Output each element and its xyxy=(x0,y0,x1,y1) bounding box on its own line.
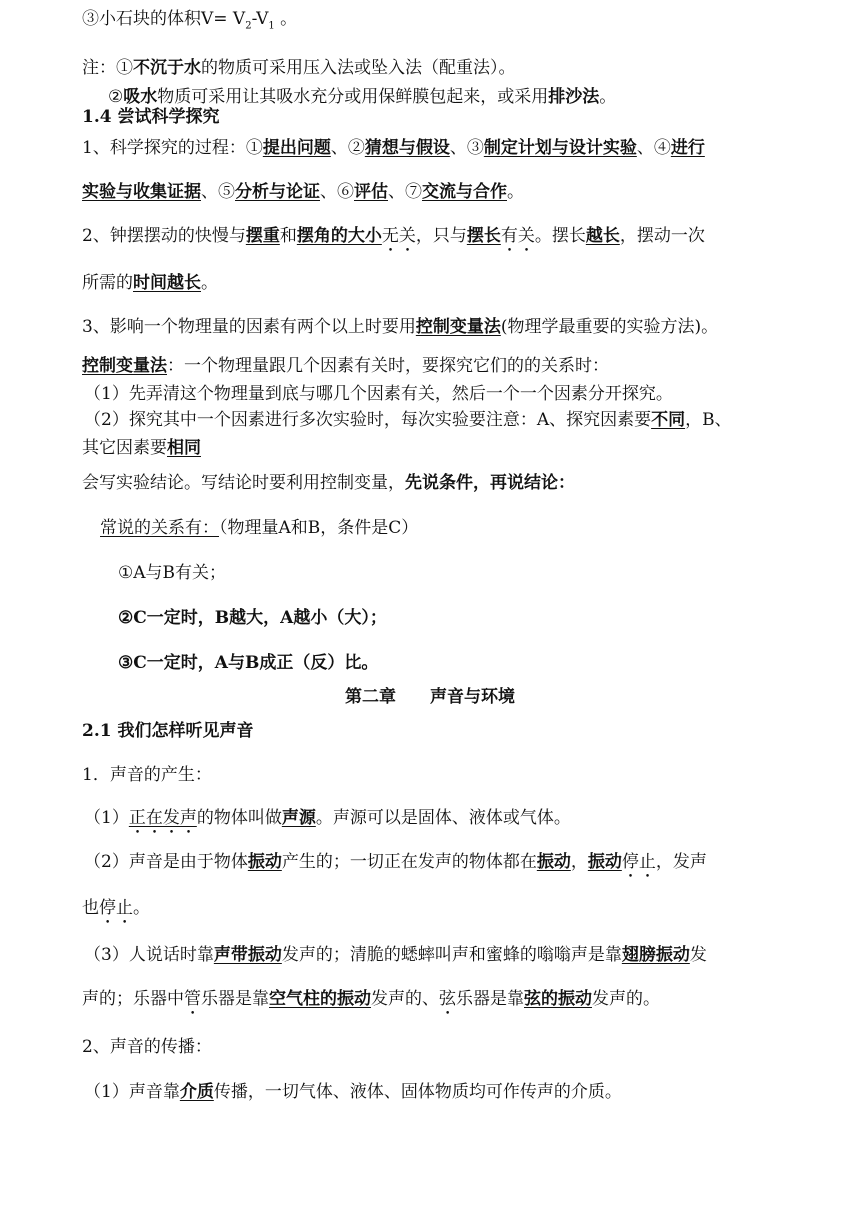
medium-line xyxy=(84,1081,800,1103)
emphasis-text: 停止 xyxy=(621,852,656,872)
subscript: 2 xyxy=(245,20,252,32)
inquiry-process-line-1 xyxy=(82,137,800,159)
text: 注：① xyxy=(82,58,133,78)
emphasis-text: 弦 xyxy=(439,989,456,1009)
section-heading-2-1: 2.1 我们怎样听见声音 xyxy=(82,721,254,741)
emphasis-text: 停止 xyxy=(99,898,133,918)
text: 。 xyxy=(599,87,617,107)
text: （2）探究其中一个因素进行多次实验时，每次实验要注意：A、探究因素要 xyxy=(84,410,652,430)
speech-line-1 xyxy=(84,944,800,966)
text: 。 xyxy=(133,898,150,918)
key-term: 介质 xyxy=(179,1082,214,1102)
propagation-heading: 2、声音的传播： xyxy=(82,1037,212,1057)
text: (物理学最重要的实验方法)。 xyxy=(500,317,719,337)
text: ③小石块的体积V= V xyxy=(82,9,246,29)
text: 。 xyxy=(201,273,218,293)
text: 。摆长 xyxy=(534,226,586,246)
bold-term: 吸水 xyxy=(123,87,158,107)
text: （1） xyxy=(84,808,129,828)
text: 发声的、 xyxy=(371,989,439,1009)
key-term: 相同 xyxy=(167,438,201,458)
text: 和 xyxy=(279,226,297,246)
text: 、④ xyxy=(636,138,671,158)
step-2-line-cont xyxy=(82,437,800,459)
bold-term: 不沉于水 xyxy=(133,58,201,78)
text: 的物体叫做 xyxy=(196,808,282,828)
key-term: 振动 xyxy=(247,852,282,872)
text: ，B、 xyxy=(685,410,732,430)
control-variable-definition xyxy=(82,355,800,377)
key-term: 翅膀振动 xyxy=(621,945,690,965)
step-2-line xyxy=(84,409,800,431)
key-term: 声带振动 xyxy=(213,945,282,965)
text: 3、影响一个物理量的因素有两个以上时要用 xyxy=(82,317,416,337)
chapter-title: 第二章 声音与环境 xyxy=(345,687,515,707)
text: 、③ xyxy=(449,138,484,158)
key-term: 不同 xyxy=(651,410,686,430)
text: 2、钟摆摆动的快慢与 xyxy=(82,226,246,246)
text: ，只与 xyxy=(415,226,467,246)
key-term: 实验与收集证据 xyxy=(82,182,201,202)
emphasis-text: 有关 xyxy=(500,226,535,246)
key-term: 摆角的大小 xyxy=(296,226,382,246)
key-term: 交流与合作 xyxy=(422,182,507,202)
note-line-1 xyxy=(82,57,800,79)
text: 发 xyxy=(689,945,707,965)
key-term: 弦的振动 xyxy=(524,989,592,1009)
text: 其它因素要 xyxy=(82,438,167,458)
bold-text: 先说条件，再说结论： xyxy=(405,473,575,493)
key-term: 控制变量法 xyxy=(415,317,501,337)
volume-formula-line xyxy=(82,8,800,37)
text: ，摆动一次 xyxy=(619,226,705,246)
key-term: 制定计划与设计实验 xyxy=(483,138,637,158)
emphasis-text: 无关 xyxy=(381,226,416,246)
key-term: 时间越长 xyxy=(133,273,201,293)
text: 发声的；清脆的蟋蟀叫声和蜜蜂的嗡嗡声是靠 xyxy=(281,945,622,965)
key-term: 正在发声 xyxy=(128,808,197,828)
pendulum-line-2 xyxy=(82,272,800,294)
text: 会写实验结论。写结论时要利用控制变量， xyxy=(82,473,405,493)
text: 声的；乐器中 xyxy=(82,989,184,1009)
key-term: 越长 xyxy=(585,226,620,246)
text: 、⑤ xyxy=(201,182,235,202)
step-1-line: （1）先弄清这个物理量到底与哪几个因素有关，然后一个一个因素分开探究。 xyxy=(84,384,673,404)
conclusion-line xyxy=(82,472,800,494)
note-line-2 xyxy=(108,86,800,108)
text: 。 xyxy=(274,9,298,29)
key-term: 摆重 xyxy=(245,226,280,246)
key-term: 猜想与假设 xyxy=(364,138,450,158)
key-term: 声源 xyxy=(281,808,316,828)
text: ， xyxy=(570,852,588,872)
inquiry-process-line-2 xyxy=(82,181,800,203)
speech-line-2 xyxy=(82,988,800,1019)
key-term: 振动 xyxy=(587,852,622,872)
text: ：一个物理量跟几个因素有关时，要探究它们的的关系时： xyxy=(167,356,609,376)
text: 发声的。 xyxy=(592,989,660,1009)
text: 的物质可采用压入法或坠入法（配重法）。 xyxy=(201,58,516,78)
vibration-line-1 xyxy=(84,851,800,882)
text: （1）声音靠 xyxy=(84,1082,180,1102)
key-term: 进行 xyxy=(670,138,705,158)
sound-source-line xyxy=(84,807,800,838)
sound-production-heading: 1．声音的产生： xyxy=(82,765,212,785)
key-term: 分析与论证 xyxy=(235,182,320,202)
text: 物质可采用让其吸水充分或用保鲜膜包起来，或采用 xyxy=(157,87,549,107)
text: （物理量A和B，条件是C） xyxy=(219,518,419,538)
bold-term: 排沙法 xyxy=(548,87,600,107)
text: （3）人说话时靠 xyxy=(84,945,214,965)
key-term: 控制变量法 xyxy=(82,356,167,376)
vibration-line-2 xyxy=(82,897,800,928)
subscript: 1 xyxy=(268,20,275,32)
text: 所需的 xyxy=(82,273,133,293)
text: （2）声音是由于物体 xyxy=(84,852,248,872)
section-heading-1-4: 1.4 尝试科学探究 xyxy=(82,107,220,127)
pendulum-line-1 xyxy=(82,225,800,256)
text: -V xyxy=(251,9,269,29)
text: 产生的；一切正在发声的物体都在 xyxy=(281,852,537,872)
relations-heading xyxy=(100,517,800,539)
key-term: 振动 xyxy=(536,852,571,872)
text: 、② xyxy=(330,138,365,158)
relation-3: ③C一定时，A与B成正（反）比。 xyxy=(118,653,379,673)
text: 、⑥ xyxy=(320,182,354,202)
emphasis-text: 管 xyxy=(184,989,201,1009)
relation-2: ②C一定时，B越大，A越小（大）； xyxy=(118,608,387,628)
text: 也 xyxy=(82,898,99,918)
text: 1、科学探究的过程：① xyxy=(82,138,263,158)
text: 。声源可以是固体、液体或气体。 xyxy=(315,808,571,828)
text: 。 xyxy=(507,182,524,202)
key-term: 空气柱的振动 xyxy=(269,989,371,1009)
key-term: 摆长 xyxy=(466,226,501,246)
text: 乐器是靠 xyxy=(456,989,524,1009)
text: 乐器是靠 xyxy=(201,989,269,1009)
text: ② xyxy=(108,87,124,107)
key-term: 评估 xyxy=(354,182,388,202)
relation-1: ①A与B有关； xyxy=(118,563,227,583)
underlined-text: 常说的关系有： xyxy=(100,518,219,538)
text: 、⑦ xyxy=(388,182,422,202)
control-variable-line xyxy=(82,316,800,338)
text: 传播，一切气体、液体、固体物质均可作传声的介质。 xyxy=(213,1082,622,1102)
key-term: 提出问题 xyxy=(262,138,331,158)
text: ，发声 xyxy=(655,852,707,872)
